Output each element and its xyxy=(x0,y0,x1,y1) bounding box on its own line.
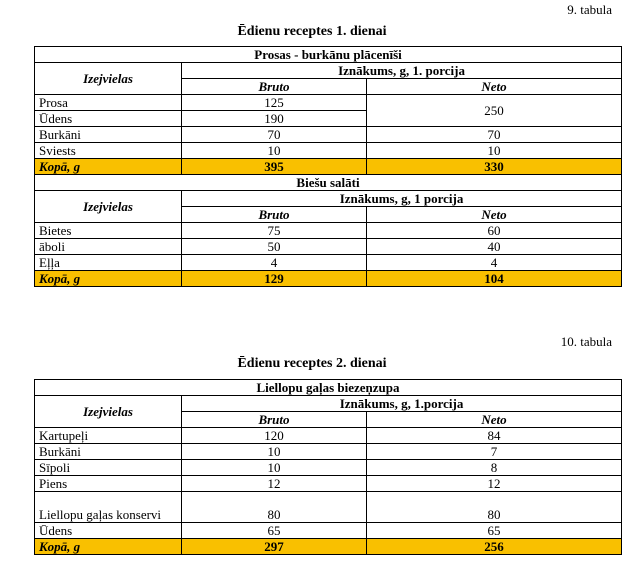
ingredient-name: Bietes xyxy=(35,223,182,239)
ingredient-name: Burkāni xyxy=(35,444,182,460)
neto-header: Neto xyxy=(367,79,622,95)
total-label: Kopā, g xyxy=(35,539,182,555)
ingredient-name: Ūdens xyxy=(35,523,182,539)
yield-header: Iznākums, g, 1 porcija xyxy=(182,191,622,207)
table-row xyxy=(35,523,622,539)
table-row xyxy=(35,239,622,255)
neto-value: 65 xyxy=(367,523,622,539)
neto-header: Neto xyxy=(367,207,622,223)
neto-header: Neto xyxy=(367,412,622,428)
ingredients-header: Izejvielas xyxy=(35,63,182,95)
table-10-label: 10. tabula xyxy=(560,334,612,349)
neto-value: 70 xyxy=(367,127,622,143)
neto-value: 8 xyxy=(367,460,622,476)
neto-value-merged: 250 xyxy=(367,95,622,127)
bruto-header: Bruto xyxy=(182,412,367,428)
recipe-table-day-2 xyxy=(34,379,622,555)
total-label: Kopā, g xyxy=(35,271,182,287)
neto-value: 60 xyxy=(367,223,622,239)
bruto-value: 80 xyxy=(182,492,367,523)
bruto-value: 50 xyxy=(182,239,367,255)
ingredient-name: Sviests xyxy=(35,143,182,159)
total-bruto: 395 xyxy=(182,159,367,175)
ingredient-name: Piens xyxy=(35,476,182,492)
ingredients-header: Izejvielas xyxy=(35,191,182,223)
total-bruto: 297 xyxy=(182,539,367,555)
table-row xyxy=(35,255,622,271)
dish-title: Biešu salāti xyxy=(35,175,622,191)
bruto-value: 125 xyxy=(182,95,367,111)
dish-title: Liellopu gaļas biezeņzupa xyxy=(35,380,622,396)
neto-value: 7 xyxy=(367,444,622,460)
bruto-value: 4 xyxy=(182,255,367,271)
ingredient-name: Sīpoli xyxy=(35,460,182,476)
bruto-value: 70 xyxy=(182,127,367,143)
table-row xyxy=(35,95,622,111)
table-row xyxy=(35,460,622,476)
ingredient-name: Ūdens xyxy=(35,111,182,127)
total-row xyxy=(35,539,622,555)
table-row xyxy=(35,223,622,239)
neto-value: 12 xyxy=(367,476,622,492)
total-bruto: 129 xyxy=(182,271,367,287)
recipe-table-day-1 xyxy=(34,46,622,287)
bruto-value: 120 xyxy=(182,428,367,444)
bruto-value: 10 xyxy=(182,460,367,476)
table-row xyxy=(35,428,622,444)
ingredient-name: Burkāni xyxy=(35,127,182,143)
neto-value: 40 xyxy=(367,239,622,255)
table-row xyxy=(35,444,622,460)
table-row xyxy=(35,143,622,159)
neto-value: 84 xyxy=(367,428,622,444)
bruto-value: 190 xyxy=(182,111,367,127)
bruto-value: 10 xyxy=(182,143,367,159)
total-neto: 256 xyxy=(367,539,622,555)
neto-value: 4 xyxy=(367,255,622,271)
bruto-value: 65 xyxy=(182,523,367,539)
bruto-value: 10 xyxy=(182,444,367,460)
total-label: Kopā, g xyxy=(35,159,182,175)
bruto-value: 12 xyxy=(182,476,367,492)
ingredient-name: āboli xyxy=(35,239,182,255)
bruto-header: Bruto xyxy=(182,207,367,223)
yield-header: Iznākums, g, 1.porcija xyxy=(182,396,622,412)
yield-header: Iznākums, g, 1. porcija xyxy=(182,63,622,79)
ingredient-name: Liellopu gaļas konservi xyxy=(35,492,182,523)
total-neto: 330 xyxy=(367,159,622,175)
ingredient-name: Prosa xyxy=(35,95,182,111)
table-10-title: Ēdienu receptes 2. dienai xyxy=(237,356,387,371)
neto-value: 10 xyxy=(367,143,622,159)
ingredients-header: Izejvielas xyxy=(35,396,182,428)
table-9-title: Ēdienu receptes 1. dienai xyxy=(237,24,387,39)
table-9-label: 9. tabula xyxy=(567,2,612,17)
neto-value: 80 xyxy=(367,492,622,523)
bruto-value: 75 xyxy=(182,223,367,239)
total-neto: 104 xyxy=(367,271,622,287)
total-row xyxy=(35,271,622,287)
dish-title: Prosas - burkānu plācenīši xyxy=(35,47,622,63)
table-row xyxy=(35,127,622,143)
bruto-header: Bruto xyxy=(182,79,367,95)
table-row xyxy=(35,492,622,523)
table-row xyxy=(35,476,622,492)
ingredient-name: Kartupeļi xyxy=(35,428,182,444)
total-row xyxy=(35,159,622,175)
ingredient-name: Eļļa xyxy=(35,255,182,271)
